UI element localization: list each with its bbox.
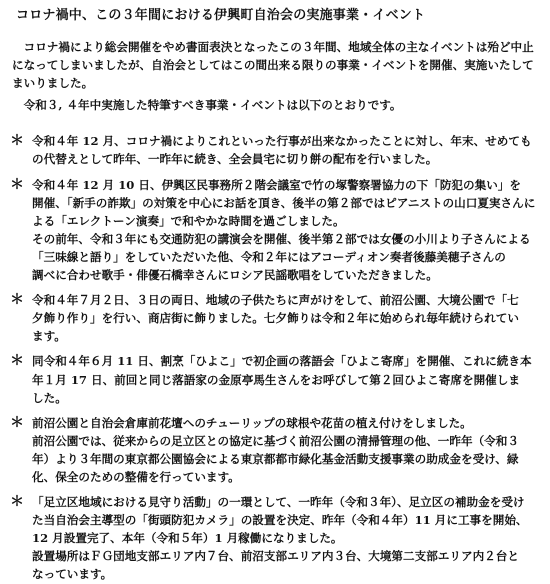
event-item-text <box>32 176 540 285</box>
event-item-line: 「三味線と語り」をしていただいた他、令和２年にはアコーディオン奏者後藤美穂子さんの <box>32 249 506 264</box>
bullet-asterisk-icon: ＊ <box>10 133 24 150</box>
event-item-line: 調べに合わせ歌手・俳優石橋幸さんにロシア民謡歌唱をしていただきました。 <box>32 268 438 283</box>
event-item-line: 夕飾り作り」を行い、商店街に飾りました。七夕飾りは令和２年に始められ毎年続けられてい <box>32 311 519 326</box>
bullet-asterisk-icon: ＊ <box>10 494 24 511</box>
bullet-asterisk-icon: ＊ <box>10 292 24 309</box>
event-item-line: その前年、令和３年にも交通防犯の講演会を開催、後半第２部では女優の小川より子さんによる <box>32 231 531 246</box>
document-title: コロナ禍中、この３年間における伊興町自治会の実施事業・イベント <box>16 8 426 23</box>
event-item-line: 12 月設置完了、本年（令和５年）1 月稼働になりました。 <box>32 531 343 546</box>
event-item-line: 年１月 17 日、前回と同じ落語家の金原亭馬生さんをお呼びして第２回ひよこ寄席を開催しま <box>32 372 520 387</box>
event-item-line: 令和４年 12 月 10 日、伊興区民事務所２階会議室で竹の塚警察署協力の下「防犯の集い」を <box>32 177 521 192</box>
event-item-line: 設置場所はＦＧ団地支部エリア内７台、前沼支部エリア内３台、大境第二支部エリア内２台と <box>32 549 519 564</box>
intro-paragraph-2: 令和３, ４年中実施した特筆すべき事業・イベントは以下のとおりです。 <box>23 98 402 113</box>
event-item <box>6 352 544 406</box>
event-item-text <box>32 291 540 345</box>
event-item-text <box>32 132 540 168</box>
event-item-line: 令和４年７月２日、３日の両日、地域の子供たちに声がけをして、前沼公園、大境公園で「七 <box>32 293 519 308</box>
event-item-line: なっています。 <box>32 567 113 582</box>
event-item-text <box>32 493 540 583</box>
event-item-text <box>32 414 540 486</box>
event-item-line: 前沼公園では、従来からの足立区との協定に基づく前沼公園の清掃管理の他、一昨年（令和３ <box>32 433 519 448</box>
event-item-line: 令和４年 12 月、コロナ禍によりこれといった行事が出来なかったことに対し、年末、せめても <box>32 134 532 149</box>
event-item-line: た当自治会主導型の「街頭防犯カメラ」の設置を決定、昨年（令和４年）11 月に工事を開始、 <box>32 513 528 528</box>
bullet-asterisk-icon: ＊ <box>10 176 24 193</box>
event-item <box>6 291 544 345</box>
bullet-asterisk-icon: ＊ <box>10 414 24 431</box>
event-item <box>6 176 544 285</box>
event-item-line: した。 <box>32 390 67 405</box>
event-item-line: 年）より３年間の東京都公園協会による東京都都市緑化基金活動支援事業の助成金を受け、緑 <box>32 451 519 466</box>
event-item-line: よる「エレクトーン演奏」で和やかな時間を過ごしました。 <box>32 213 345 228</box>
event-item <box>6 493 544 583</box>
event-item-line: 前沼公園と自治会倉庫前花壇へのチューリップの球根や花苗の植え付けをしました。 <box>32 415 472 430</box>
event-item-text <box>32 352 540 406</box>
event-item-line: ます。 <box>32 329 66 344</box>
event-item-line: 開催、「新手の詐欺」の対策を中心にお話を頂き、後半の第２部ではピアニストの山口夏実さんに <box>32 195 536 210</box>
event-item <box>6 132 544 168</box>
event-item-line: 化、保全のための整備を行っています。 <box>32 469 240 484</box>
bullet-asterisk-icon: ＊ <box>10 353 24 370</box>
event-item-line: の代替えとして昨年、一昨年に続き、全会員宅に切り餅の配布を行いました。 <box>32 152 438 167</box>
event-item <box>6 414 544 486</box>
event-list <box>6 132 544 583</box>
intro-paragraph-1: コロナ禍により総会開催をやめ書面表決となったこの３年間、地域全体の主なイベントは殆ど中止になってしまいましたが、自治会としてはこの間出来る限りの事業・イベントを開催、実施いたしてまいりました。 <box>12 40 534 91</box>
event-item-line: 「足立区地域における見守り活動」の一環として、一昨年（令和３年）、足立区の補助金を受け <box>32 495 525 510</box>
event-item-line: 同令和４年６月 11 日、割烹「ひよこ」で初企画の落語会「ひよこ寄席」を開催、これに続き本 <box>32 354 532 369</box>
